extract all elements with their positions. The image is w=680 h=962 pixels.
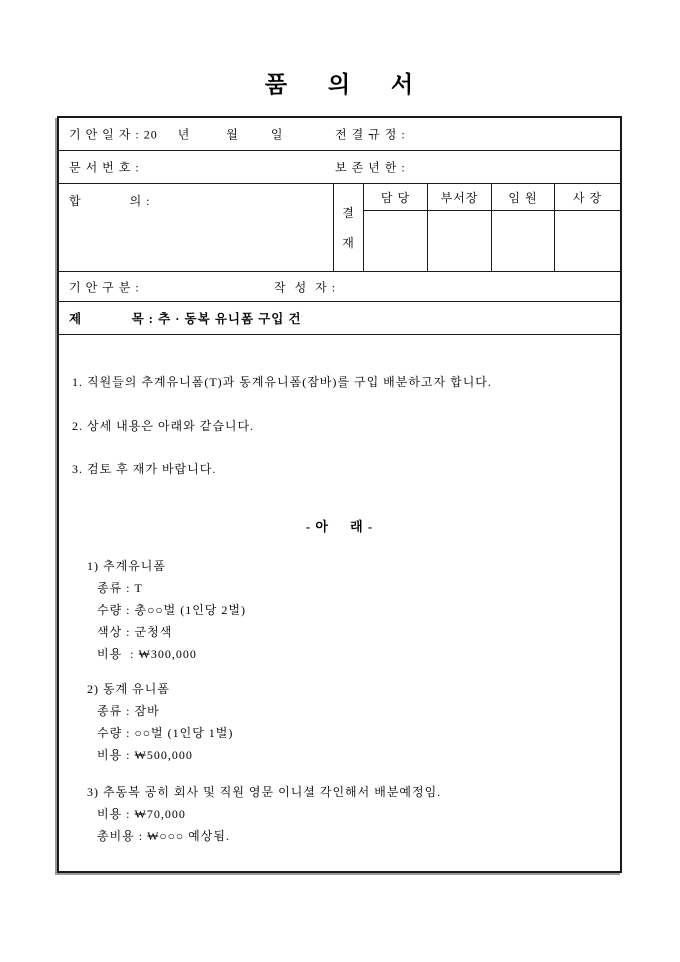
approval-header-president: 사 장 (555, 184, 620, 211)
section-detail: 색상 : 군청색 (97, 625, 173, 639)
approval-sign-cell-dept-head (428, 211, 491, 271)
section-detail: 비용 : ₩500,000 (97, 748, 193, 762)
draft-type-label: 기 안 구 분 : (69, 280, 140, 294)
below-divider: - 아 래 - (305, 519, 374, 534)
approval-stamp-char-bottom: 재 (342, 236, 355, 251)
approval-stamp-column (334, 184, 364, 271)
approval-header-dept-head: 부서장 (428, 184, 491, 211)
approval-signature-table (364, 184, 620, 271)
approval-sign-cell-staff (364, 211, 427, 271)
section-heading: 3) 추동복 공히 회사 및 직원 영문 이니셜 각인해서 배분예정임. (87, 785, 442, 799)
row-subject (59, 302, 620, 335)
approval-column-staff (364, 184, 428, 271)
approval-header-executive: 임 원 (492, 184, 554, 211)
body-item: 3. 검토 후 재가 바랍니다. (72, 462, 217, 476)
approval-stamp-char-top: 결 (342, 205, 355, 220)
row-document-number (59, 151, 620, 184)
settlement-rule-label: 전 결 규 정 : (335, 127, 406, 142)
approval-column-executive (492, 184, 555, 271)
agreement-cell: 합 의 : (59, 184, 334, 271)
approval-sign-cell-president (555, 211, 620, 271)
section-detail: 종류 : T (97, 581, 143, 595)
section-detail: 비용 : ₩70,000 (97, 807, 186, 821)
draft-date-label: 기 안 일 자 : 20 년 월 일 (69, 127, 284, 142)
body-item: 1. 직원들의 추계유니폼(T)과 동계유니폼(잠바)를 구입 배분하고자 합니다. (72, 375, 492, 389)
approval-column-president (555, 184, 620, 271)
document-body (59, 335, 620, 871)
retention-period-label: 보 존 년 한 : (335, 160, 406, 175)
section-detail: 수량 : 총○○벌 (1인당 2벌) (97, 603, 246, 617)
approval-request-form (57, 116, 622, 873)
document-number-label: 문 서 번 호 : (69, 160, 140, 175)
row-draft-type (59, 272, 620, 302)
approval-sign-cell-executive (492, 211, 554, 271)
row-agreement-approval (59, 184, 620, 272)
approval-column-dept-head (428, 184, 492, 271)
approval-header-staff: 담 당 (364, 184, 427, 211)
section-detail: 종류 : 잠바 (97, 704, 160, 718)
section-detail: 수량 : ○○벌 (1인당 1벌) (97, 726, 234, 740)
page-title: 품 의 서 (264, 72, 416, 97)
section-heading: 1) 추계유니폼 (87, 559, 166, 573)
subject-line: 제 목 : 추 · 동복 유니폼 구입 건 (69, 312, 302, 326)
section-detail: 총비용 : ₩○○○ 예상됨. (97, 829, 230, 843)
author-label: 작 성 자 : (274, 280, 337, 294)
section-detail: 비용 : ₩300,000 (97, 647, 197, 661)
row-draft-date (59, 118, 620, 151)
section-heading: 2) 동계 유니폼 (87, 682, 170, 696)
body-item: 2. 상세 내용은 아래와 같습니다. (72, 419, 255, 433)
